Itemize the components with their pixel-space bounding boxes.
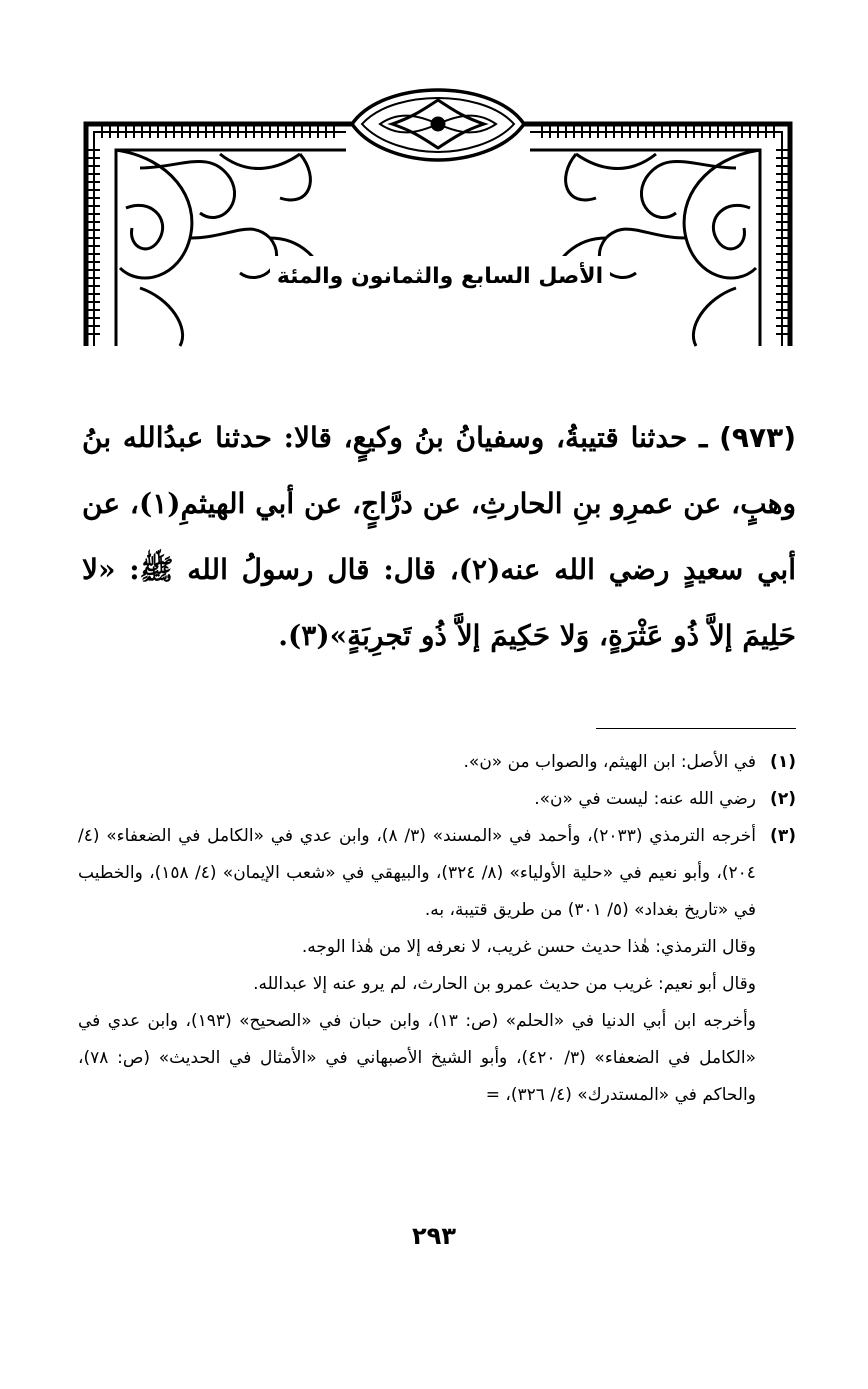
footnote-3 (78, 818, 796, 1114)
hadith-paragraph (82, 405, 796, 669)
footnote-text: في الأصل: ابن الهيثم، والصواب من «ن». (463, 752, 756, 772)
hadith-text: ـ حدثنا قتيبةُ، وسفيانُ بنُ وكيعٍ، قالا: حدثنا عبدُالله بنُ وهبٍ، عن عمرِو بنِ الحارثِ، عن درَّاجٍ، عن أبي الهيثمِ(١)، عن أبي سعيدٍ رضي الله عنه(٢)، قال: قال رسولُ الله ﷺ: «لا حَلِيمَ إلاَّ ذُو عَثْرَةٍ، وَلا حَكِيمَ إلاَّ ذُو تَجرِبَةٍ»(٣). (82, 421, 796, 652)
footnote-text: وأخرجه ابن أبي الدنيا في «الحلم» (ص: ١٣)، وابن حبان في «الصحيح» (١٩٣)، وابن عدي في «الكامل في الضعفاء» (٣/ ٤٢٠)، وأبو الشيخ الأصبهاني في «الأمثال في الحديث» (ص: ٧٨)، والحاكم في «المستدرك» (٤/ ٣٢٦)، = (78, 1011, 756, 1105)
footnote-number: (٣) (770, 826, 796, 846)
footnote-text: أخرجه الترمذي (٢٠٣٣)، وأحمد في «المسند» (٣/ ٨)، وابن عدي في «الكامل في الضعفاء» (٤/ ٢٠٤)، وأبو نعيم في «حلية الأولياء» (٨/ ٣٢٤)، والبيهقي في «شعب الإيمان» (٤/ ١٥٨)، والخطيب في «تاريخ بغداد» (٥/ ٣٠١) من طريق قتيبة، به. (78, 826, 756, 920)
chapter-title: الأصل السابع والثمانون والمئة (270, 256, 610, 296)
chapter-ornament (80, 88, 796, 350)
footnote-number: (٢) (770, 789, 796, 809)
footnotes (78, 744, 796, 1114)
footnote-number: (١) (770, 752, 796, 772)
footnote-1 (78, 744, 796, 781)
footnote-text: رضي الله عنه: ليست في «ن». (534, 789, 756, 809)
footnote-text: وقال أبو نعيم: غريب من حديث عمرو بن الحارث، لم يرو عنه إلا عبدالله. (253, 974, 756, 994)
footnote-text: وقال الترمذي: هٰذا حديث حسن غريب، لا نعرفه إلا من هٰذا الوجه. (301, 937, 756, 957)
page-number: ٢٩٣ (412, 1222, 456, 1250)
hadith-number: (٩٧٣) (719, 421, 796, 454)
footnote-2 (78, 781, 796, 818)
footnote-separator (596, 728, 796, 729)
